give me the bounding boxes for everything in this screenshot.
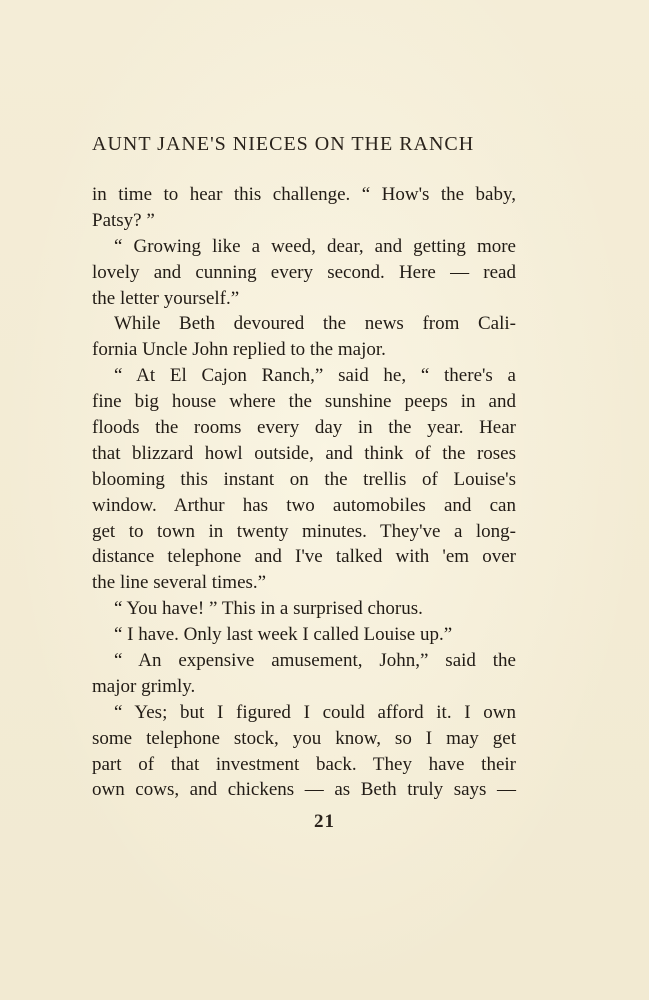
text-line: “ At El Cajon Ranch,” said he, “ there's a <box>114 365 516 387</box>
text-line: blooming this instant on the trellis of Louise's <box>92 468 516 490</box>
text-line: “ I have. Only last week I called Louise up.” <box>114 624 453 646</box>
page-number: 21 <box>314 811 335 832</box>
text-line: part of that investment back. They have their <box>92 753 516 775</box>
text-line: floods the rooms every day in the year. Hear <box>92 417 516 439</box>
text-line: some telephone stock, you know, so I may get <box>92 727 516 749</box>
text-line: Patsy? ” <box>92 209 155 231</box>
text-line: major grimly. <box>92 675 196 697</box>
text-line: distance telephone and I've talked with 'em over <box>92 546 516 568</box>
text-line: in time to hear this challenge. “ How's the baby, <box>92 184 516 205</box>
text-line: “ Yes; but I figured I could afford it. I own <box>114 701 516 723</box>
text-line: “ You have! ” This in a surprised chorus. <box>114 598 423 620</box>
text-line: the line several times.” <box>92 572 267 594</box>
text-line: get to town in twenty minutes. They've a long- <box>92 520 516 542</box>
text-line: While Beth devoured the news from Cali- <box>114 313 516 335</box>
running-head: AUNT JANE'S NIECES ON THE RANCH <box>92 133 475 155</box>
text-line: that blizzard howl outside, and think of the roses <box>92 442 516 464</box>
text-line: fine big house where the sunshine peeps in and <box>92 391 516 413</box>
text-line: fornia Uncle John replied to the major. <box>92 339 386 361</box>
text-line: lovely and cunning every second. Here — read <box>92 261 516 283</box>
text-line: the letter yourself.” <box>92 287 240 309</box>
text-line: own cows, and chickens — as Beth truly says — <box>92 779 516 801</box>
text-line: “ An expensive amusement, John,” said the <box>114 650 516 672</box>
text-line: window. Arthur has two automobiles and can <box>92 494 516 516</box>
text-line: “ Growing like a weed, dear, and getting more <box>114 235 516 257</box>
body-text <box>92 182 516 803</box>
